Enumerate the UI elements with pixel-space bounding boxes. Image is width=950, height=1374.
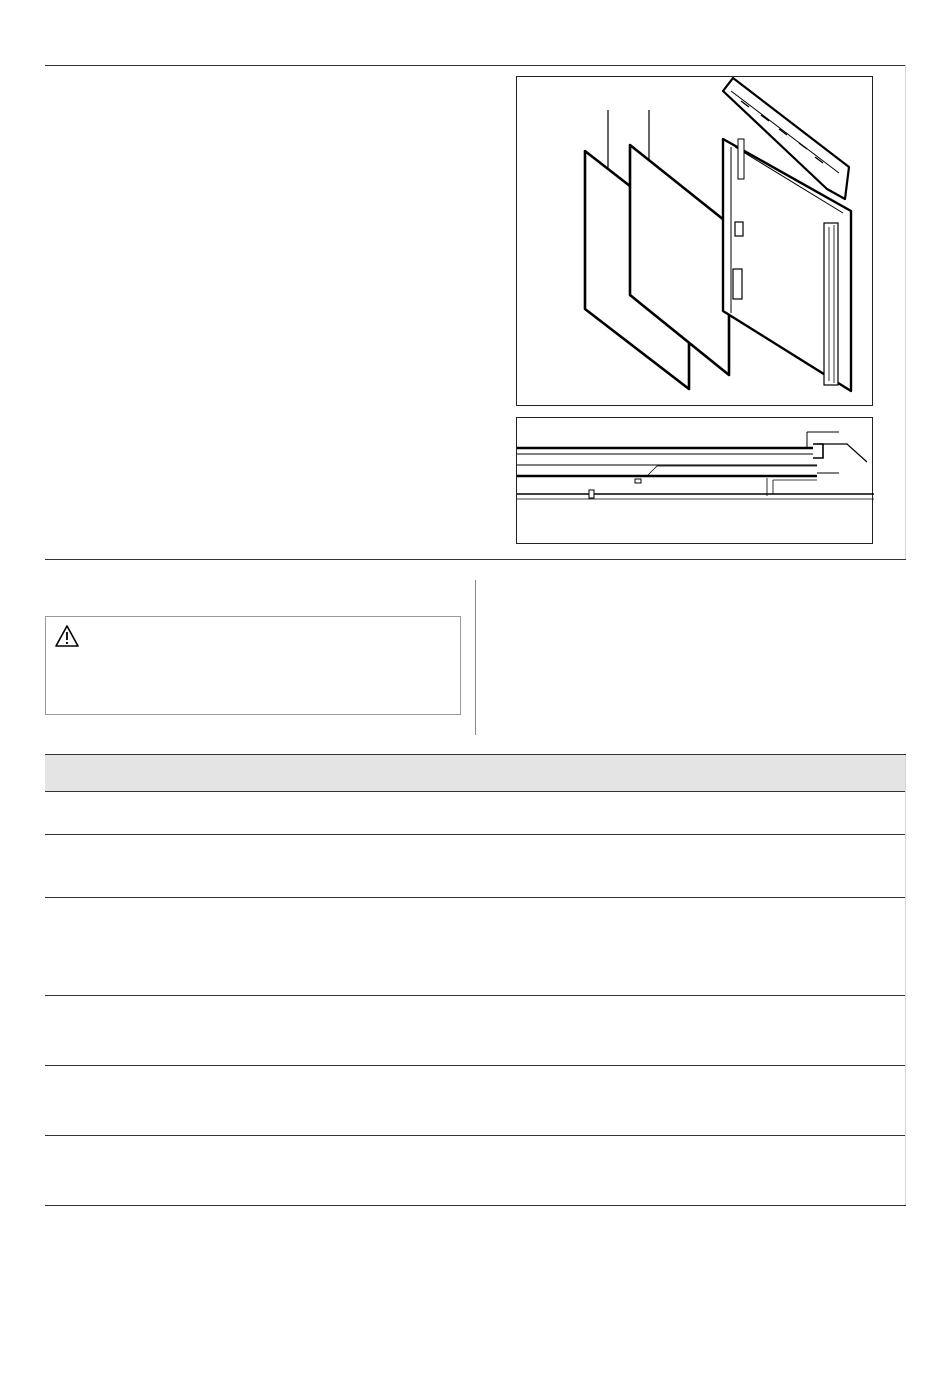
table-row bbox=[45, 898, 906, 996]
table-row bbox=[45, 1066, 906, 1136]
section-rule bbox=[45, 559, 906, 560]
table-row bbox=[45, 996, 906, 1066]
warning-box bbox=[45, 616, 461, 715]
table-right-edge bbox=[905, 755, 906, 1205]
oven-door-glass-panels-diagram bbox=[517, 77, 874, 407]
top-rule bbox=[45, 65, 906, 66]
right-margin-line bbox=[905, 65, 906, 559]
door-cross-section-figure bbox=[516, 417, 873, 544]
table-row bbox=[45, 792, 906, 835]
table-row bbox=[45, 835, 906, 898]
door-glass-exploded-figure bbox=[516, 76, 873, 406]
door-glass-cross-section-diagram bbox=[517, 418, 874, 545]
warning-triangle-icon bbox=[54, 624, 80, 648]
table-header bbox=[45, 755, 906, 791]
column-divider bbox=[475, 580, 476, 735]
table-row bbox=[45, 1136, 906, 1206]
